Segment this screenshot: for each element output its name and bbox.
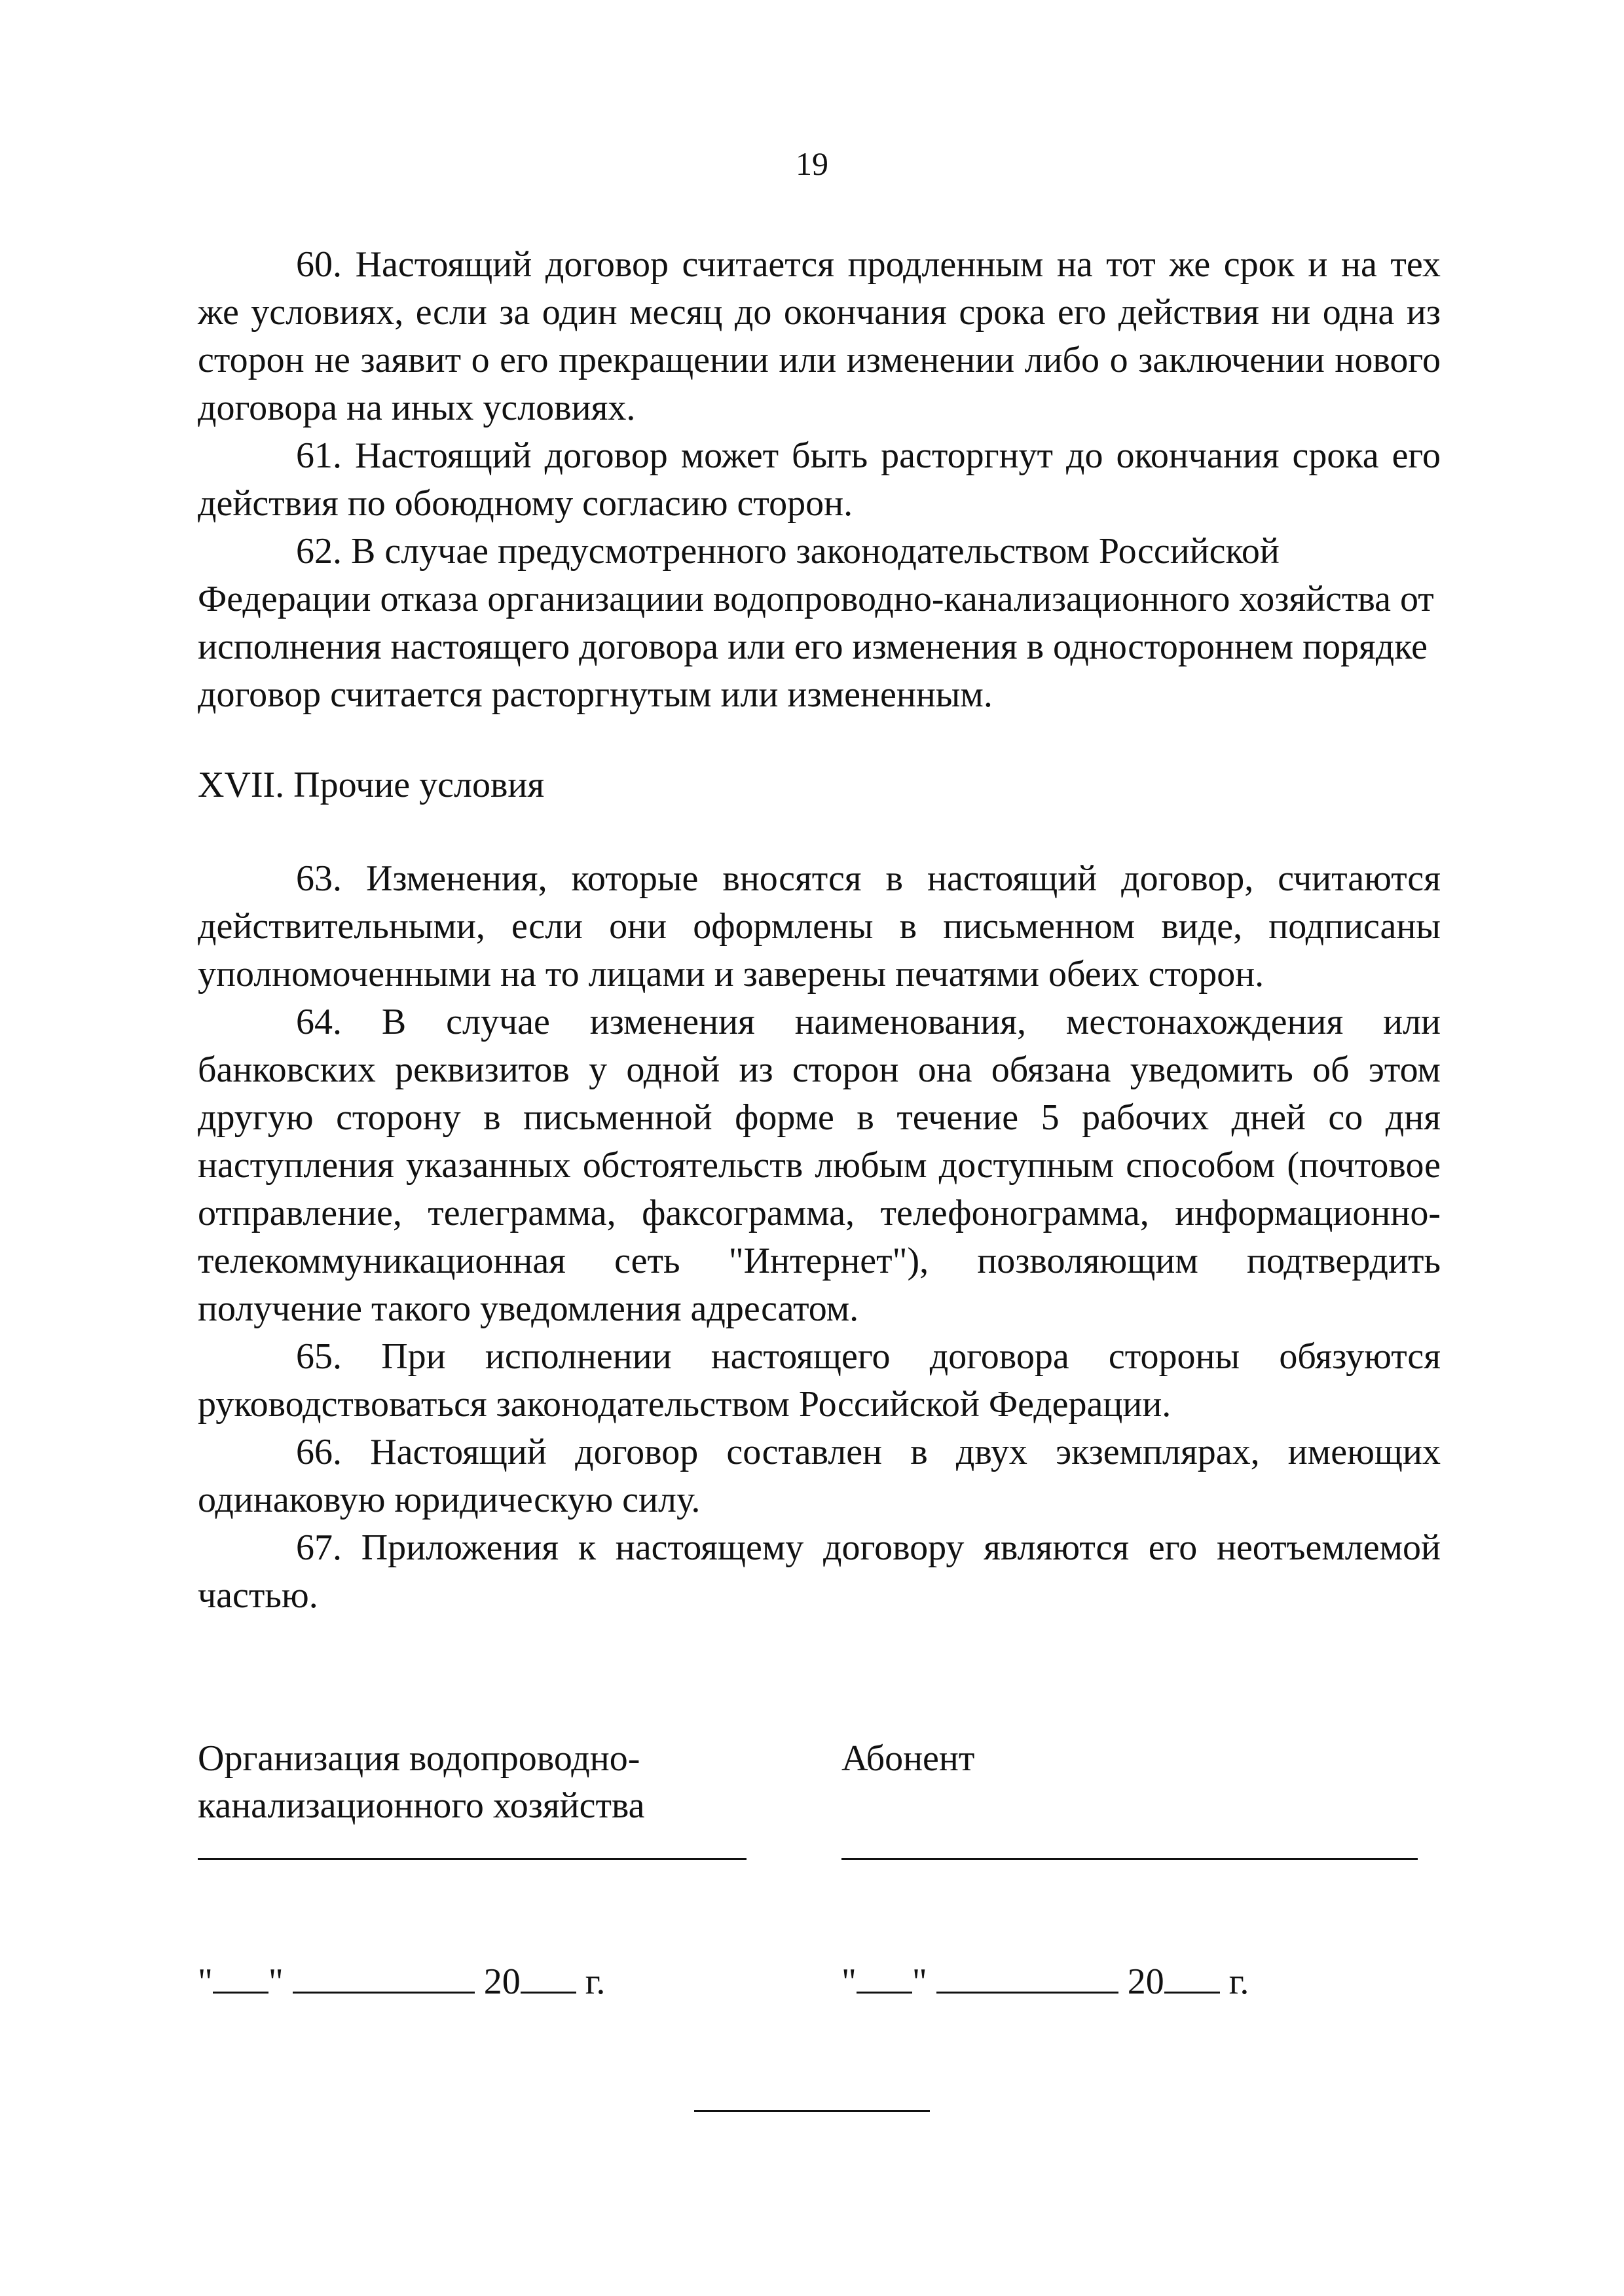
date-quote-open: " — [841, 1961, 857, 2002]
clause-65: 65. При исполнении настоящего договора стороны обязуются руководствоваться законодательством Российской Федерации. — [198, 1336, 1441, 1425]
date-quote-close: " — [912, 1961, 927, 2002]
subscriber-date-line — [841, 1958, 1249, 2005]
date-quote-open: " — [198, 1961, 213, 2002]
month-blank — [936, 1958, 1118, 1994]
year-prefix: 20 — [483, 1961, 521, 2002]
clause-67: 67. Приложения к настоящему договору являются его неотъемлемой частью. — [198, 1527, 1441, 1616]
clause-60: 60. Настоящий договор считается продленным на тот же срок и на тех же условиях, если за один месяц до окончания срока его действия ни одна из сторон не заявит о его прекращении или изменении либо о заключении нового договора на иных условиях. — [198, 244, 1441, 428]
document-body — [198, 241, 1441, 1620]
end-of-document-line — [694, 2110, 930, 2112]
day-blank — [857, 1958, 912, 1994]
clause-62: 62. В случае предусмотренного законодательством Российской Федерации отказа организациии водопроводно-канализационного хозяйства от исполнения настоящего договора или его изменения в одностороннем порядке договор считается расторгнутым или измененным. — [198, 531, 1434, 715]
page-number: 19 — [796, 145, 828, 182]
year-blank — [521, 1958, 576, 1994]
organization-date-line — [198, 1958, 605, 2005]
subscriber-label: Абонент — [841, 1738, 975, 1779]
signature-block-subscriber — [841, 1735, 1431, 1782]
clause-63: 63. Изменения, которые вносятся в настоящий договор, считаются действительными, если они оформлены в письменном виде, подписаны уполномоченными на то лицами и заверены печатями обеих сторон. — [198, 858, 1441, 994]
signature-block-organization — [198, 1735, 761, 1829]
year-suffix: г. — [1228, 1961, 1249, 2002]
clause-66: 66. Настоящий договор составлен в двух экземплярах, имеющих одинаковую юридическую силу. — [198, 1432, 1441, 1520]
date-quote-close: " — [268, 1961, 284, 2002]
clause-61: 61. Настоящий договор может быть расторгнут до окончания срока его действия по обоюдному согласию сторон. — [198, 435, 1441, 524]
clause-64: 64. В случае изменения наименования, местонахождения или банковских реквизитов у одной из сторон она обязана уведомить об этом другую сторону в письменной форме в течение 5 рабочих дней со дня наступления указанных обстоятельств любым доступным способом (почтовое отправление, телеграмма, факсограмма, телефонограмма, информационно-телекоммуникационная сеть "Интернет"), позволяющим подтвердить получение такого уведомления адресатом. — [198, 1002, 1441, 1329]
organization-label-line1: Организация водопроводно- — [198, 1738, 640, 1779]
subscriber-signature-line — [841, 1858, 1418, 1860]
year-suffix: г. — [585, 1961, 606, 2002]
organization-label-line2: канализационного хозяйства — [198, 1785, 645, 1826]
year-blank — [1164, 1958, 1220, 1994]
year-prefix: 20 — [1127, 1961, 1164, 2002]
month-blank — [293, 1958, 475, 1994]
section-title: XVII. Прочие условия — [198, 765, 545, 805]
organization-signature-line — [198, 1858, 747, 1860]
day-blank — [213, 1958, 268, 1994]
